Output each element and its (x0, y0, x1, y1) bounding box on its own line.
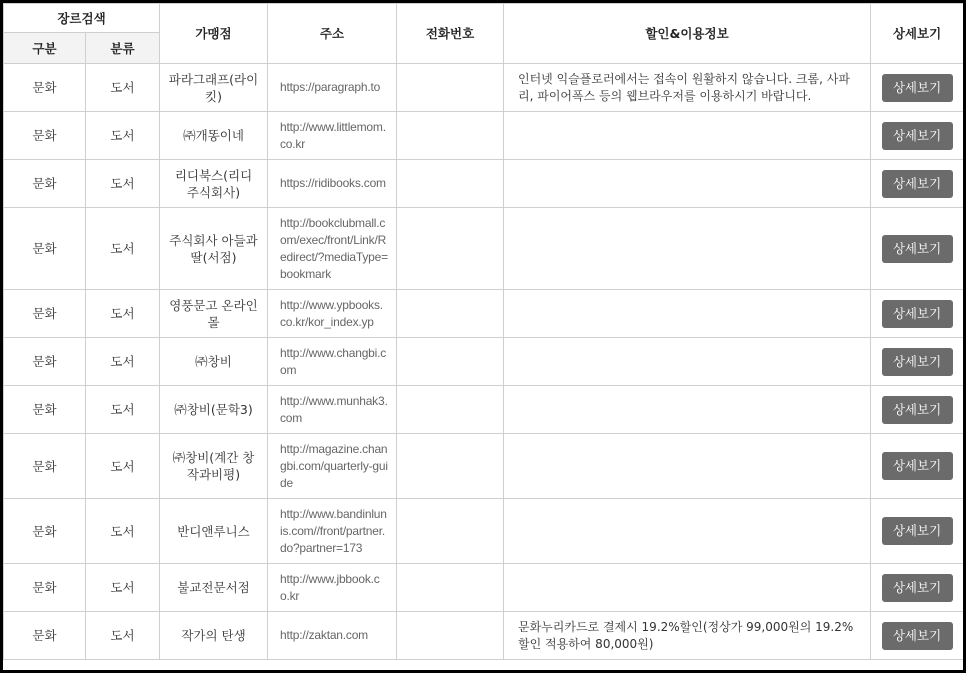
table-row (4, 564, 964, 612)
detail-button[interactable]: 상세보기 (882, 300, 953, 328)
table-row (4, 160, 964, 208)
detail-cell (871, 208, 964, 290)
detail-button[interactable]: 상세보기 (882, 574, 953, 602)
classification-cell: 도서 (86, 499, 160, 564)
store-rows (4, 64, 964, 660)
info-header: 할인&이용정보 (504, 4, 871, 64)
table-row (4, 64, 964, 112)
store-header: 가맹점 (160, 4, 268, 64)
store-list-frame (3, 3, 963, 670)
detail-cell (871, 338, 964, 386)
address-cell: http://zaktan.com (268, 612, 397, 660)
address-cell: http://www.littlemom.co.kr (268, 112, 397, 160)
info-cell: 문화누리카드로 결제시 19.2%할인(정상가 99,000원의 19.2%할인 적용하여 80,000원) (504, 612, 871, 660)
store-name-cell: ㈜개똥이네 (160, 112, 268, 160)
phone-cell (397, 338, 504, 386)
address-cell: http://www.ypbooks.co.kr/kor_index.yp (268, 290, 397, 338)
detail-cell (871, 612, 964, 660)
info-cell: 인터넷 익슬플로러에서는 접속이 원활하지 않습니다. 크롬, 사파리, 파이어폭스 등의 웹브라우저를 이용하시기 바랍니다. (504, 64, 871, 112)
category-cell: 문화 (4, 338, 86, 386)
table-row (4, 386, 964, 434)
category-cell: 문화 (4, 208, 86, 290)
address-cell: http://www.bandinlunis.com//front/partner.do?partner=173 (268, 499, 397, 564)
phone-cell (397, 64, 504, 112)
category-cell: 문화 (4, 290, 86, 338)
phone-cell (397, 290, 504, 338)
store-name-cell: 작가의 탄생 (160, 612, 268, 660)
detail-button[interactable]: 상세보기 (882, 452, 953, 480)
info-cell (504, 564, 871, 612)
store-name-cell: 영풍문고 온라인몰 (160, 290, 268, 338)
store-name-cell: ㈜창비 (160, 338, 268, 386)
store-table (3, 3, 963, 660)
category-cell: 문화 (4, 112, 86, 160)
detail-cell (871, 160, 964, 208)
info-cell (504, 338, 871, 386)
store-name-cell: ㈜창비(문학3) (160, 386, 268, 434)
info-cell (504, 208, 871, 290)
classification-cell: 도서 (86, 112, 160, 160)
classification-cell: 도서 (86, 612, 160, 660)
info-cell (504, 499, 871, 564)
table-row (4, 208, 964, 290)
info-cell (504, 434, 871, 499)
phone-cell (397, 499, 504, 564)
classification-cell: 도서 (86, 386, 160, 434)
table-row (4, 612, 964, 660)
classification-cell: 도서 (86, 64, 160, 112)
classification-cell: 도서 (86, 338, 160, 386)
address-cell: http://magazine.changbi.com/quarterly-guide (268, 434, 397, 499)
detail-button[interactable]: 상세보기 (882, 517, 953, 545)
phone-cell (397, 112, 504, 160)
store-name-cell: ㈜창비(계간 창작과비평) (160, 434, 268, 499)
detail-cell (871, 434, 964, 499)
address-cell: http://bookclubmall.com/exec/front/Link/Redirect/?mediaType=bookmark (268, 208, 397, 290)
store-name-cell: 반디앤루니스 (160, 499, 268, 564)
address-cell: https://paragraph.to (268, 64, 397, 112)
address-cell: http://www.changbi.com (268, 338, 397, 386)
classification-cell: 도서 (86, 564, 160, 612)
phone-cell (397, 208, 504, 290)
table-row (4, 434, 964, 499)
detail-cell (871, 112, 964, 160)
detail-button[interactable]: 상세보기 (882, 622, 953, 650)
info-cell (504, 160, 871, 208)
phone-cell (397, 612, 504, 660)
phone-header: 전화번호 (397, 4, 504, 64)
address-cell: http://www.munhak3.com (268, 386, 397, 434)
info-cell (504, 112, 871, 160)
phone-cell (397, 434, 504, 499)
store-name-cell: 불교전문서점 (160, 564, 268, 612)
table-row (4, 112, 964, 160)
detail-cell (871, 499, 964, 564)
table-row (4, 338, 964, 386)
table-row (4, 290, 964, 338)
category-cell: 문화 (4, 612, 86, 660)
phone-cell (397, 564, 504, 612)
detail-cell (871, 386, 964, 434)
category-cell: 문화 (4, 386, 86, 434)
category-cell: 문화 (4, 160, 86, 208)
detail-button[interactable]: 상세보기 (882, 170, 953, 198)
detail-cell (871, 64, 964, 112)
detail-button[interactable]: 상세보기 (882, 235, 953, 263)
detail-button[interactable]: 상세보기 (882, 122, 953, 150)
classification-cell: 도서 (86, 208, 160, 290)
detail-button[interactable]: 상세보기 (882, 74, 953, 102)
store-name-cell: 파라그래프(라이킷) (160, 64, 268, 112)
detail-cell (871, 290, 964, 338)
category-cell: 문화 (4, 64, 86, 112)
detail-header: 상세보기 (871, 4, 964, 64)
info-cell (504, 290, 871, 338)
classification-header: 분류 (86, 33, 160, 64)
classification-cell: 도서 (86, 160, 160, 208)
category-cell: 문화 (4, 499, 86, 564)
address-header: 주소 (268, 4, 397, 64)
genre-search-header: 장르검색 (4, 4, 160, 33)
classification-cell: 도서 (86, 434, 160, 499)
category-cell: 문화 (4, 434, 86, 499)
category-header: 구분 (4, 33, 86, 64)
store-name-cell: 주식회사 아들과 딸(서점) (160, 208, 268, 290)
phone-cell (397, 160, 504, 208)
detail-button[interactable]: 상세보기 (882, 348, 953, 376)
address-cell: http://www.jbbook.co.kr (268, 564, 397, 612)
phone-cell (397, 386, 504, 434)
info-cell (504, 386, 871, 434)
store-name-cell: 리디북스(리디 주식회사) (160, 160, 268, 208)
table-row (4, 499, 964, 564)
detail-button[interactable]: 상세보기 (882, 396, 953, 424)
detail-cell (871, 564, 964, 612)
category-cell: 문화 (4, 564, 86, 612)
classification-cell: 도서 (86, 290, 160, 338)
address-cell: https://ridibooks.com (268, 160, 397, 208)
